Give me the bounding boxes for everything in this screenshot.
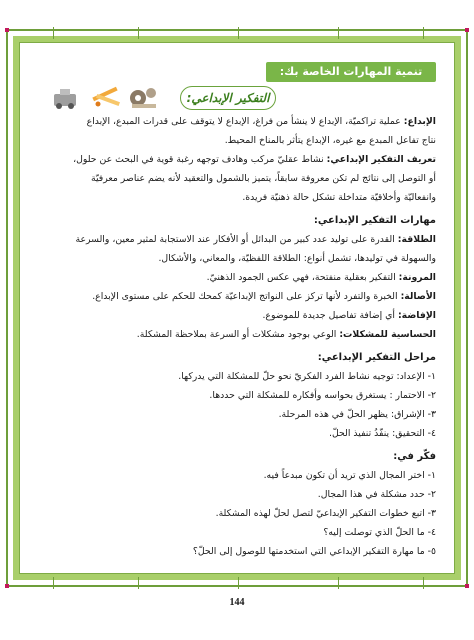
banner-title: تنمية المهارات الخاصة بك: <box>279 65 423 78</box>
list-item: ٢- الاحتمار : يستغرق بحواسه وأفكاره للمشكلة التي حددها. <box>209 390 436 401</box>
flexibility-paragraph: المرونة: التفكير بعقلية منفتحة، فهي عكس الجمود الذهنيّ. <box>206 272 436 283</box>
section-banner <box>266 62 436 82</box>
originality-paragraph: الأصالة: الخبرة والتفرد لأنها تركز على النواتج الإبداعيّة كمحك للحكم على مستوى الإبداع. <box>92 291 436 302</box>
skills-heading: مهارات التفكير الإبداعي: <box>313 215 436 226</box>
main-content: الإبداع: عملية تراكميّة، الإبداع لا ينشأ من فراغ، الإبداع لا يتوقف على قدرات المبدع، الإبداع نتاج تفاعل المبدع مع غيره، الإبداع يتأثر بالمناخ المحيط. تعريف التفكير الإبداعي: نشاط عقليّ مركب وهادف توجهه رغبة قوية في البحث عن حلول، أو التوصل إلى نتائج لم تكن معروفة سابقاً، يتميز بالشمول والتعقيد لأنه يضم عناصر معرفيّة وانفعاليّة وأخلاقيّة متداخلة تشكل حالة ذهنيّة فريدة. مهارات التفكير الإبداعي: الطلاقة: القدرة على توليد عدد كبير من البدائل أو الأفكار عند الاستجابة لمثير معين، والسرعة والسهولة في توليدها، تشمل أنواع: الطلاقة اللفظيّة، والمعاني، والأشكال. المرونة: التفكير بعقلية منفتحة، فهي عكس الجمود الذهنيّ. الأصالة: الخبرة والتفرد لأنها تركز على النواتج الإبداعيّة كمحك للحكم على مستوى الإبداع. الإفاضة: أي إضافة تفاصيل جديدة للموضوع. الحساسية للمشكلات: الوعي بوجود مشكلات أو السرعة بملاحظة المشكلة. مراحل التفكير الإبداعي: ١- الإعداد: توجيه نشاط الفرد الفكريّ نحو حلّ للمشكلة التي يدركها. ٢- الاحتمار : يستغرق بحواسه وأفكاره للمشكلة التي حددها. ٣- الإشراق: يظهر الحلّ في هذه المرحلة. ٤- التحقيق: ينفّذُ تنفيذ الحلّ. فكّر في: ١- اختر المجال الذي تريد أن تكون مبدعاً فيه. ٢- حدد مشكلة في هذا المجال. ٣- اتبع خطوات التفكير الإبداعيّ لتصل لحلّ لهذه المشكلة. ٤- ما الحلّ الذي توصلت إليه؟ ٥- ما مهارة التفكير الإبداعي التي استخدمتها للوصول إلى الحلّ؟ <box>36 112 436 561</box>
fluency-paragraph: الطلاقة: القدرة على توليد عدد كبير من البدائل أو الأفكار عند الاستجابة لمثير معين، والسرعة <box>75 234 436 245</box>
list-item: ٤- التحقيق: ينفّذُ تنفيذ الحلّ. <box>329 428 436 439</box>
gears-illustration-icon <box>130 88 156 108</box>
toy-illustration-icon <box>54 89 76 109</box>
corner-dot <box>5 584 9 588</box>
list-item: ١- اختر المجال الذي تريد أن تكون مبدعاً فيه. <box>263 470 436 481</box>
list-item: ٤- ما الحلّ الذي توصلت إليه؟ <box>323 527 436 538</box>
section-title: التفكير الإبداعي: <box>186 91 270 105</box>
tools-illustration-icon <box>92 87 120 107</box>
think-heading: فكّر في: <box>393 451 436 462</box>
definition-paragraph: تعريف التفكير الإبداعي: نشاط عقليّ مركب وهادف توجهه رغبة قوية في البحث عن حلول، <box>73 154 436 165</box>
list-item: ٣- اتبع خطوات التفكير الإبداعيّ لتصل لحلّ لهذه المشكلة. <box>215 508 436 519</box>
sensitivity-paragraph: الحساسية للمشكلات: الوعي بوجود مشكلات أو السرعة بملاحظة المشكلة. <box>136 329 436 340</box>
creativity-paragraph: الإبداع: عملية تراكميّة، الإبداع لا ينشأ من فراغ، الإبداع لا يتوقف على قدرات المبدع، الإبداع <box>86 116 436 127</box>
corner-dot <box>5 28 9 32</box>
list-item: ١- الإعداد: توجيه نشاط الفرد الفكريّ نحو حلّ للمشكلة التي يدركها. <box>178 371 436 382</box>
page-number: 144 <box>229 597 245 608</box>
list-item: ٢- حدد مشكلة في هذا المجال. <box>317 489 436 500</box>
section-title-pill <box>180 86 276 110</box>
list-item: ٥- ما مهارة التفكير الإبداعي التي استخدمتها للوصول إلى الحلّ؟ <box>192 546 436 557</box>
elaboration-paragraph: الإفاضة: أي إضافة تفاصيل جديدة للموضوع. <box>262 310 436 321</box>
header-illustrations <box>52 84 160 110</box>
corner-dot <box>465 584 469 588</box>
list-item: ٣- الإشراق: يظهر الحلّ في هذه المرحلة. <box>278 409 436 420</box>
stages-heading: مراحل التفكير الإبداعي: <box>317 352 436 363</box>
corner-dot <box>465 28 469 32</box>
